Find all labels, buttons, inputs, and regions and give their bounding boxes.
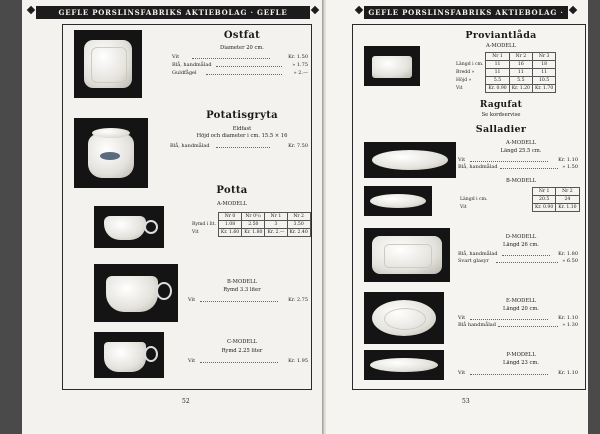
potta-a-photo	[94, 206, 164, 248]
salladier-b-photo	[364, 186, 432, 216]
price-line: Vit Kr. 1.95	[188, 358, 308, 364]
salladier-a-size: Längd 25.5 cm.	[500, 148, 542, 154]
potta-c-model: C-MODELL	[226, 339, 258, 345]
proviantlada-model: A-MODELL	[486, 43, 516, 49]
price-line: Blå, handmålad » 1.75	[172, 62, 308, 68]
potta-a-model: A-MODELL	[217, 201, 247, 207]
price-line: Vit Kr. 1.50	[172, 54, 308, 60]
price-line: Blå, handmålad Kr. 7.50	[170, 143, 308, 149]
ostfat-photo	[74, 30, 142, 98]
ostfat-size: Diameter 20 cm.	[220, 45, 264, 51]
salladier-b-spec-table: Nr 1 Nr 2 Längd i cm. 20.5 24 Vit Kr. 0.90 Kr. 1.10	[458, 187, 580, 212]
price-line: Blå handmålad » 1.30	[458, 322, 578, 328]
price-line: Vit Kr. 1.10	[458, 315, 578, 321]
salladier-e-photo	[364, 292, 444, 344]
proviantlada-spec-table: Nr 1 Nr 2 Nr 3 Längd i cm. 11 16 18 Bredd » 11 11 11 Höjd » 5.5 5.5 10.5 Vit Kr. 0.90 Kr. 1.20 Kr. 1.70	[454, 52, 556, 93]
price-line: Vit Kr. 1.10	[458, 370, 578, 376]
potta-b-model: B-MODELL	[226, 279, 258, 285]
proviantlada-photo	[364, 46, 420, 86]
potta-b-photo	[94, 264, 178, 322]
salladier-d-model: D-MODELL	[505, 234, 537, 240]
left-page	[22, 0, 324, 434]
salladier-e-size: Längd 20 cm.	[503, 306, 539, 312]
page-number: 52	[182, 398, 190, 405]
potatisgryta-photo	[74, 118, 148, 188]
salladier-d-photo	[364, 228, 450, 282]
potta-spec-table: Nr 0 Nr 0¹/₂ Nr 1 Nr 2 Rymd i lit. 1.08 2.50 3 3.50 Vit Kr. 1.60 Kr. 1.80 Kr. 2.— Kr. 2.40	[190, 212, 311, 237]
diamond-ornament-icon	[569, 6, 577, 14]
diamond-ornament-icon	[355, 6, 363, 14]
page-header: GEFLE PORSLINSFABRIKS AKTIEBOLAG · GEFLE	[364, 6, 568, 19]
potatisgryta-title: Potatisgryta	[206, 110, 278, 121]
right-page	[326, 0, 588, 434]
price-line: Guldfågel » 2.—	[172, 70, 308, 76]
salladier-a-model: A-MODELL	[506, 140, 536, 146]
diamond-ornament-icon	[27, 6, 35, 14]
salladier-d-size: Längd 26 cm.	[503, 242, 539, 248]
ostfat-title: Ostfat	[223, 30, 261, 41]
potta-title: Potta	[216, 185, 248, 196]
proviantlada-title: Proviantlåda	[465, 30, 537, 41]
diamond-ornament-icon	[311, 6, 319, 14]
potta-c-photo	[94, 332, 164, 378]
salladier-p-model: P-MODELL	[506, 352, 536, 358]
potta-b-size: Rymd 3.3 liter	[223, 287, 261, 293]
page-number: 53	[462, 398, 470, 405]
price-line: Vit Kr. 2.75	[188, 297, 308, 303]
ragufat-sub: Se kordservise	[481, 112, 521, 118]
salladier-e-model: E-MODELL	[505, 298, 537, 304]
salladier-a-photo	[364, 142, 456, 178]
potta-c-size: Rymd 2.25 liter	[221, 348, 263, 354]
salladier-b-model: B-MODELL	[505, 178, 537, 184]
salladier-p-photo	[364, 350, 444, 380]
price-line: Blå, handmålad Kr. 1.80	[458, 251, 578, 257]
price-line: Blå, handmålad » 1.50	[458, 164, 578, 170]
price-line: Svart glasyr » 6.50	[458, 258, 578, 264]
salladier-title: Salladier	[475, 124, 527, 135]
page-header: GEFLE PORSLINSFABRIKS AKTIEBOLAG · GEFLE	[36, 6, 310, 19]
potatisgryta-sub: Eldfast	[232, 126, 252, 132]
salladier-p-size: Längd 23 cm.	[503, 360, 539, 366]
price-line: Vit Kr. 1.10	[458, 157, 578, 163]
potatisgryta-size: Höjd och diameter i cm. 15.5 × 16	[196, 133, 288, 139]
ragufat-title: Ragufat	[479, 100, 523, 110]
